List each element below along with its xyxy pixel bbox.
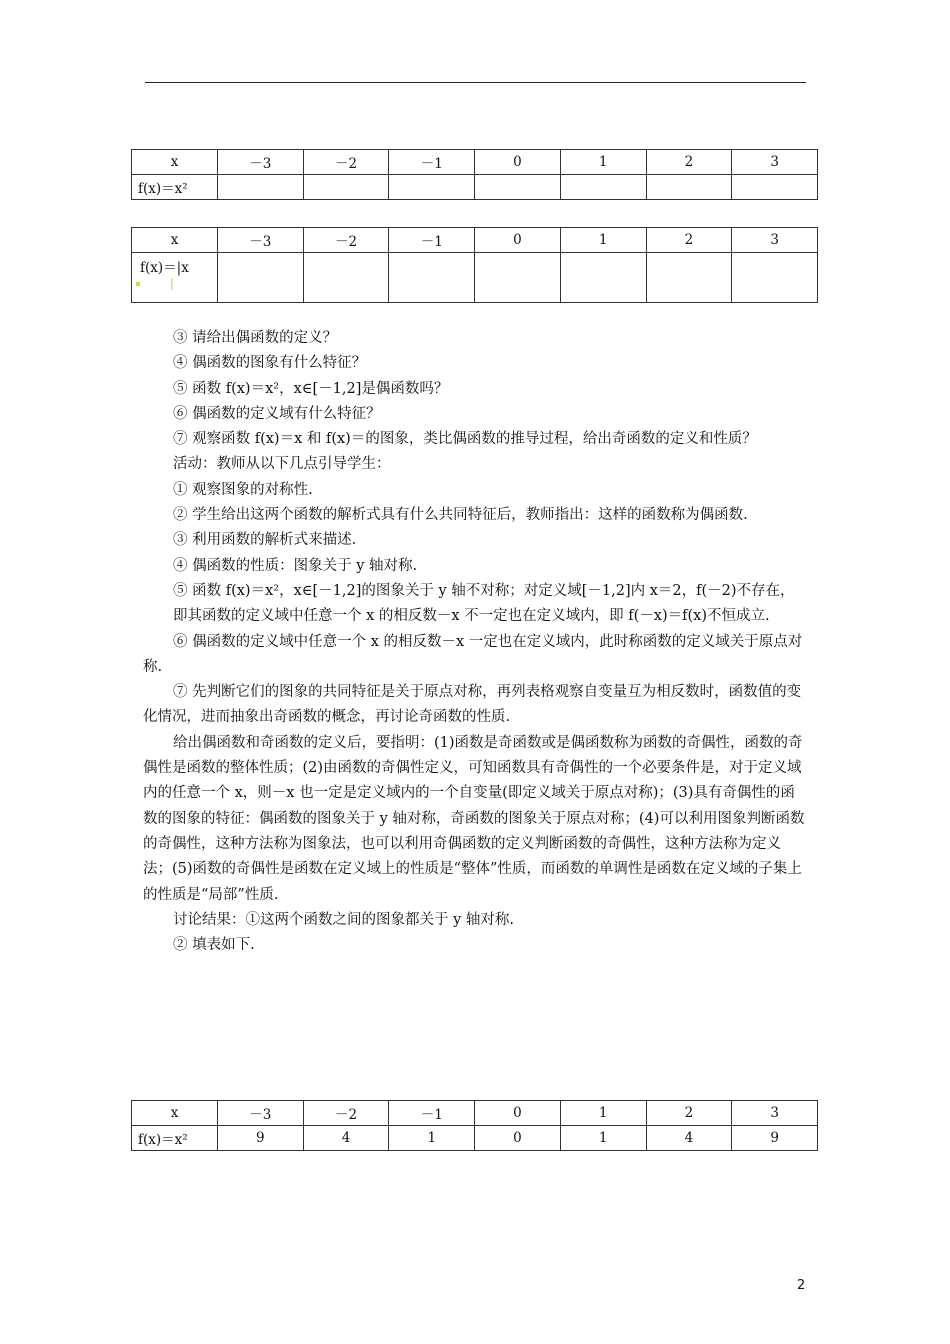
table-cell: 1	[389, 1126, 475, 1151]
table-cell: －3	[218, 228, 304, 253]
paragraph: ⑤ 函数 f(x)＝x²，x∈[－1,2]是偶函数吗？	[173, 380, 449, 397]
table-cell: －1	[389, 1101, 475, 1126]
table-cell	[732, 253, 818, 303]
table-cell	[475, 175, 561, 200]
table-cell: 2	[646, 1101, 732, 1126]
table-cell: －1	[389, 150, 475, 175]
table-cell	[303, 175, 389, 200]
table-cell: －2	[303, 150, 389, 175]
highlight-mark	[136, 282, 140, 286]
table-cell: 0	[475, 150, 561, 175]
table-cell: 2	[646, 228, 732, 253]
table-cell	[732, 175, 818, 200]
table-cell: 9	[218, 1126, 304, 1151]
table-cell: －2	[303, 228, 389, 253]
table-cell	[389, 175, 475, 200]
paragraph: ③ 请给出偶函数的定义？	[173, 330, 338, 346]
table-cell: －3	[218, 150, 304, 175]
table-cell: 2	[646, 150, 732, 175]
paragraph: ⑥ 偶函数的定义域中任意一个 x 的相反数－x 一定也在定义域内，此时称函数的定义域关于原点对称.	[143, 633, 803, 675]
value-table-square-blank	[131, 149, 818, 200]
paragraph: 给出偶函数和奇函数的定义后，要指明：(1)函数是奇函数或是偶函数称为函数的奇偶性，函数的奇偶性是函数的整体性质；(2)由函数的奇偶性定义，可知函数具有奇偶性的一个必要条件是，对于定义域内的任意一个 x，则－x 也一定是定义域内的一个自变量(即定义域关于原点对称)；(3)具有奇偶性的函数的图象的特征：偶函数的图象关于 y 轴对称，奇函数的图象关于原点对称；(4)可以利用图象判断函数的奇偶性，这种方法称为图象法，也可以利用奇偶函数的定义判断函数的奇偶性，这种方法称为定义法；(5)函数的奇偶性是函数在定义域上的性质是“整体”性质，而函数的单调性是函数在定义域的子集上的性质是“局部”性质.	[143, 734, 805, 903]
paragraph: ① 观察图象的对称性.	[173, 481, 313, 498]
table-row-fx	[132, 1126, 818, 1151]
table-row-fx	[132, 253, 818, 303]
table-cell: 4	[646, 1126, 732, 1151]
table-cell: －3	[218, 1101, 304, 1126]
row-label-line1: f(x)＝|x	[140, 260, 189, 276]
paragraph: ⑦ 先判断它们的图象的共同特征是关于原点对称，再列表格观察自变量互为相反数时，函数值的变化情况，进而抽象出奇函数的概念，再讨论奇函数的性质.	[143, 684, 802, 726]
table-row-x	[132, 228, 818, 253]
paragraph: ④ 偶函数的图象有什么特征？	[173, 355, 367, 372]
row-label-line2: |	[170, 277, 174, 290]
table-cell: 3	[732, 228, 818, 253]
value-table-square-filled	[131, 1100, 818, 1151]
table-cell: 4	[303, 1126, 389, 1151]
table-cell	[560, 253, 646, 303]
table-row-x	[132, 150, 818, 175]
page-number: 2	[797, 1278, 806, 1293]
table-cell: －2	[303, 1101, 389, 1126]
paragraph: 即其函数的定义域中任意一个 x 的相反数－x 不一定也在定义域内，即 f(－x)＝f(x)不恒成立.	[173, 608, 770, 625]
table-cell: 0	[475, 1101, 561, 1126]
table-cell	[475, 253, 561, 303]
table-cell: 3	[732, 1101, 818, 1126]
table-cell	[218, 253, 304, 303]
paragraph: ⑤ 函数 f(x)＝x²，x∈[－1,2]的图象关于 y 轴不对称；对定义域[－1,2]内 x＝2，f(－2)不存在，	[173, 582, 795, 599]
paragraph: ② 填表如下.	[173, 937, 255, 954]
table-header-x: x	[132, 1101, 218, 1126]
table-header-x: x	[132, 228, 218, 253]
paragraph: 活动：教师从以下几点引导学生：	[173, 456, 391, 473]
paragraph: ③ 利用函数的解析式来描述.	[173, 532, 357, 549]
table-row-x	[132, 1101, 818, 1126]
table-header-fx	[132, 253, 218, 303]
table-cell: 1	[560, 1126, 646, 1151]
table-cell: 9	[732, 1126, 818, 1151]
table-cell	[218, 175, 304, 200]
paragraph: 讨论结果：①这两个函数之间的图象都关于 y 轴对称.	[173, 911, 515, 928]
table-cell: 1	[560, 1101, 646, 1126]
table-row-fx	[132, 175, 818, 200]
table-cell: 0	[475, 1126, 561, 1151]
table-cell: 1	[560, 150, 646, 175]
table-cell	[560, 175, 646, 200]
body-text	[145, 326, 807, 958]
table-header-x: x	[132, 150, 218, 175]
header-rule	[145, 82, 806, 83]
table-cell	[646, 175, 732, 200]
table-cell: 3	[732, 150, 818, 175]
paragraph: ⑦ 观察函数 f(x)＝x 和 f(x)＝的图象，类比偶函数的推导过程，给出奇函数的定义和性质？	[173, 431, 757, 448]
paragraph: ⑥ 偶函数的定义域有什么特征？	[173, 405, 381, 422]
table-header-fx: f(x)＝x²	[132, 175, 218, 200]
paragraph: ④ 偶函数的性质：图象关于 y 轴对称.	[173, 557, 418, 574]
table-cell: －1	[389, 228, 475, 253]
paragraph: ② 学生给出这两个函数的解析式具有什么共同特征后，教师指出：这样的函数称为偶函数.	[173, 507, 748, 524]
table-cell: 1	[560, 228, 646, 253]
table-cell	[389, 253, 475, 303]
value-table-abs-blank	[131, 227, 818, 303]
table-cell	[303, 253, 389, 303]
table-cell	[646, 253, 732, 303]
table-cell: 0	[475, 228, 561, 253]
table-header-fx: f(x)＝x²	[132, 1126, 218, 1151]
